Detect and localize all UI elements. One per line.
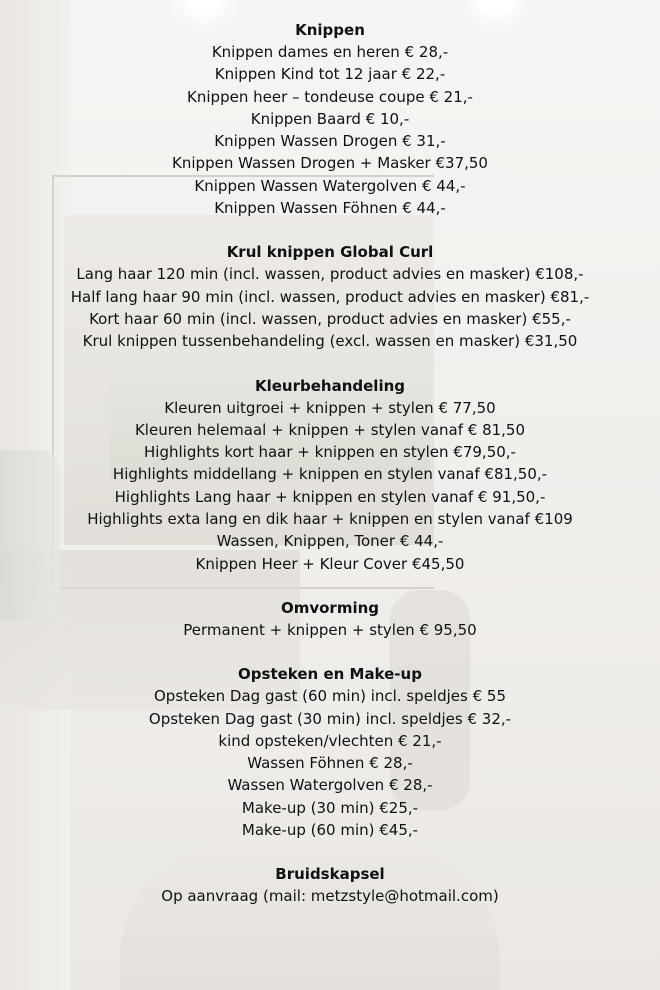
section-bruidskapsel bbox=[0, 863, 660, 907]
price-item: Kleuren helemaal + knippen + stylen vanaf € 81,50 bbox=[134, 420, 526, 439]
price-item: Kleuren uitgroei + knippen + stylen € 77,50 bbox=[164, 398, 496, 417]
price-item: kind opsteken/vlechten € 21,- bbox=[218, 731, 442, 750]
section-knippen bbox=[0, 19, 660, 219]
price-items bbox=[0, 263, 660, 352]
price-item: Wassen Föhnen € 28,- bbox=[247, 754, 413, 773]
section-kleurbehandeling bbox=[0, 375, 660, 575]
ceiling-light bbox=[478, 0, 514, 14]
price-item: Wassen, Knippen, Toner € 44,- bbox=[216, 532, 444, 551]
section-title: Opsteken en Make-up bbox=[238, 665, 422, 684]
price-item: Highlights middellang + knippen en stylen vanaf €81,50,- bbox=[112, 465, 548, 484]
section-omvorming bbox=[0, 597, 660, 641]
price-items bbox=[0, 885, 660, 907]
section-title: Knippen bbox=[295, 21, 365, 39]
price-item: Highlights kort haar + knippen en stylen €79,50,- bbox=[144, 443, 516, 462]
price-item: Knippen Wassen Watergolven € 44,- bbox=[194, 176, 466, 195]
price-item: Half lang haar 90 min (incl. wassen, product advies en masker) €81,- bbox=[70, 287, 590, 306]
price-item: Lang haar 120 min (incl. wassen, product advies en masker) €108,- bbox=[76, 265, 584, 284]
price-item: Knippen Wassen Föhnen € 44,- bbox=[214, 199, 446, 218]
price-item: Kort haar 60 min (incl. wassen, product advies en masker) €55,- bbox=[89, 309, 571, 328]
section-title: Bruidskapsel bbox=[275, 865, 385, 884]
price-item: Permanent + knippen + stylen € 95,50 bbox=[183, 620, 477, 639]
price-item: Wassen Watergolven € 28,- bbox=[227, 776, 433, 795]
price-items bbox=[0, 619, 660, 641]
price-item: Knippen dames en heren € 28,- bbox=[211, 43, 449, 61]
price-item: Make-up (60 min) €45,- bbox=[241, 821, 419, 840]
price-list bbox=[0, 19, 660, 930]
price-item: Opsteken Dag gast (30 min) incl. speldjes € 32,- bbox=[148, 709, 512, 728]
price-item: Knippen Wassen Drogen + Masker €37,50 bbox=[172, 154, 488, 173]
section-krul-knippen bbox=[0, 241, 660, 352]
price-item: Knippen Baard € 10,- bbox=[250, 109, 410, 128]
ceiling-light bbox=[186, 0, 222, 14]
price-items bbox=[0, 397, 660, 575]
section-opsteken-make-up bbox=[0, 663, 660, 841]
price-item: Highlights exta lang en dik haar + knippen en stylen vanaf €109 bbox=[87, 510, 573, 529]
price-item: Opsteken Dag gast (60 min) incl. speldjes € 55 bbox=[154, 687, 506, 706]
price-item: Knippen heer – tondeuse coupe € 21,- bbox=[187, 87, 473, 106]
price-item: Op aanvraag (mail: metzstyle@hotmail.com) bbox=[161, 887, 499, 906]
price-item: Knippen Wassen Drogen € 31,- bbox=[214, 132, 446, 151]
price-item: Krul knippen tussenbehandeling (excl. wassen en masker) €31,50 bbox=[82, 332, 578, 351]
section-title: Krul knippen Global Curl bbox=[226, 243, 434, 262]
section-title: Kleurbehandeling bbox=[254, 376, 405, 395]
section-title: Omvorming bbox=[280, 598, 380, 617]
price-items bbox=[0, 685, 660, 841]
price-item: Knippen Kind tot 12 jaar € 22,- bbox=[214, 65, 446, 84]
price-item: Highlights Lang haar + knippen en stylen vanaf € 91,50,- bbox=[114, 487, 546, 506]
price-item: Make-up (30 min) €25,- bbox=[241, 798, 419, 817]
price-item: Knippen Heer + Kleur Cover €45,50 bbox=[195, 554, 465, 573]
price-items bbox=[0, 41, 660, 219]
